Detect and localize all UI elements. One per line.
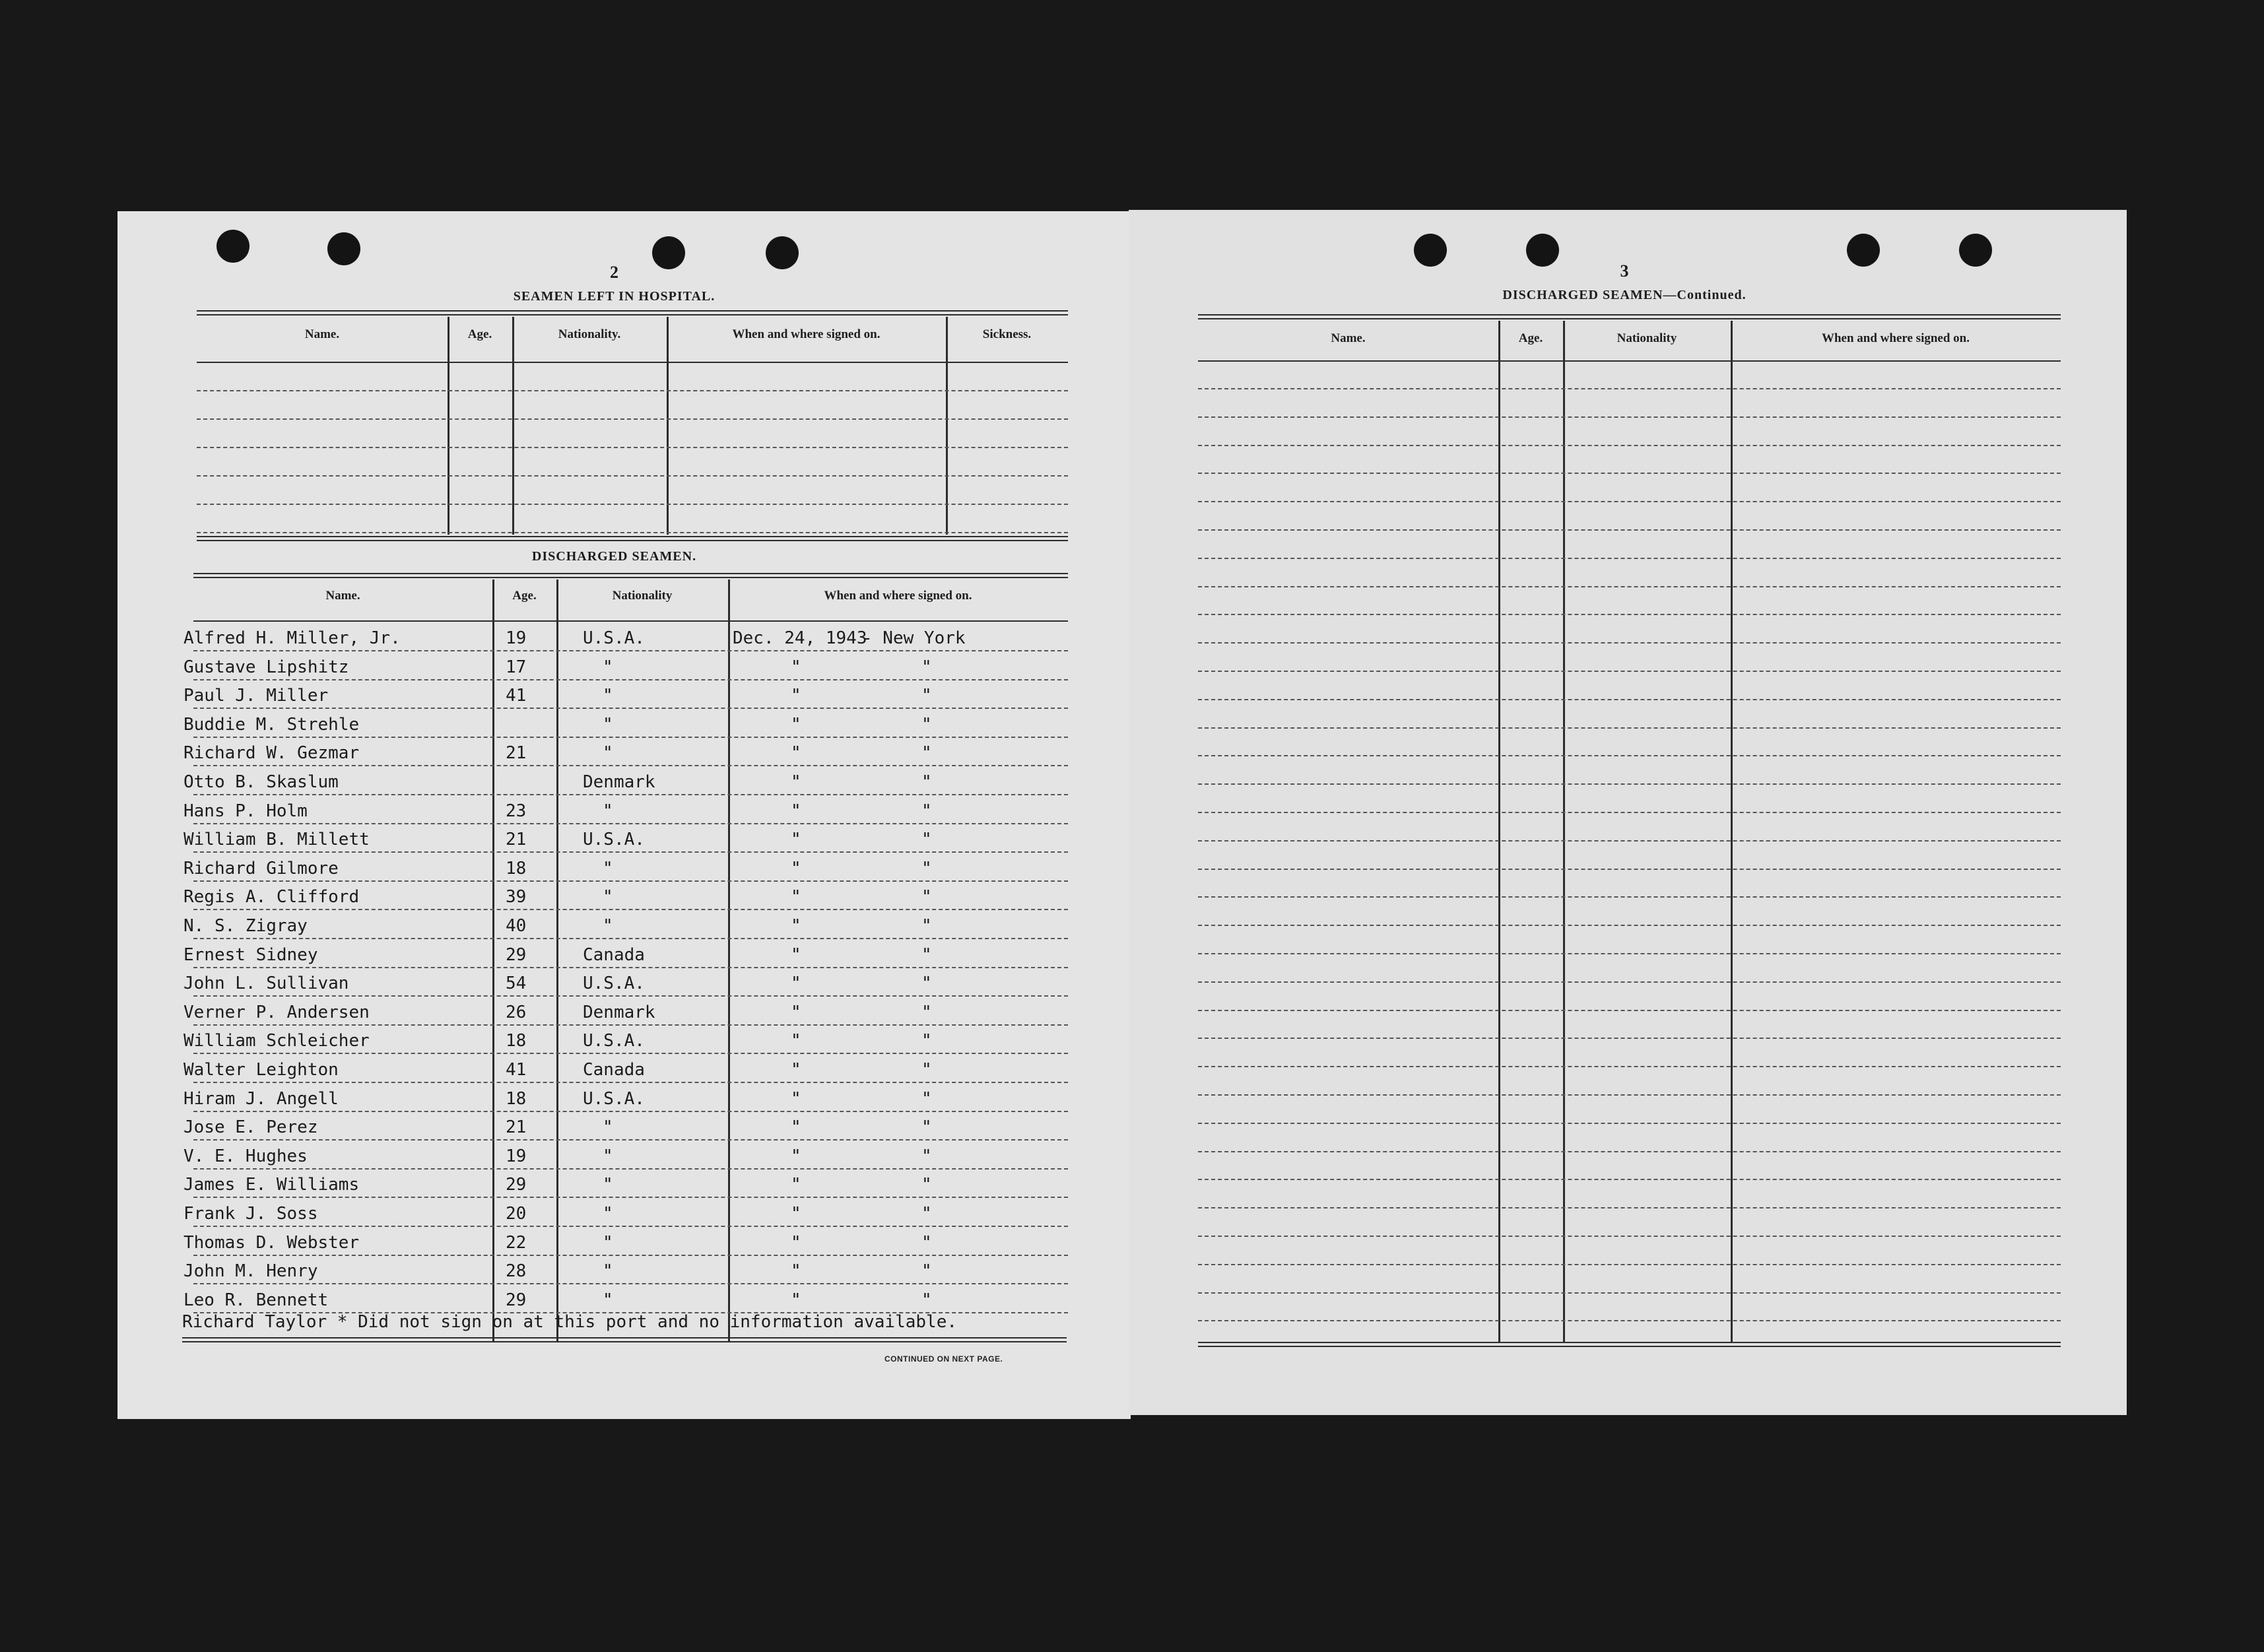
seaman-nationality: U.S.A. xyxy=(583,1088,645,1109)
column-header: Nationality xyxy=(612,589,673,603)
column-divider xyxy=(728,579,730,1342)
ruled-line xyxy=(1198,1264,2061,1265)
column-header: When and where signed on. xyxy=(1821,331,1970,345)
signed-on-date: " xyxy=(791,830,801,850)
ruled-line xyxy=(197,504,1068,505)
signed-on-place: " xyxy=(921,743,932,764)
column-header: Name. xyxy=(1331,331,1366,345)
signed-on-place: " xyxy=(921,916,932,936)
seaman-age: 23 xyxy=(506,801,527,821)
rule xyxy=(197,540,1068,541)
ruled-line xyxy=(1198,1320,2061,1321)
signed-on-place: " xyxy=(921,1146,932,1166)
footnote: Richard Taylor * Did not sign on at this port and no information available. xyxy=(182,1312,957,1332)
signed-on-place: " xyxy=(921,801,932,821)
seaman-age: 19 xyxy=(506,628,527,648)
ruled-line xyxy=(197,447,1068,448)
seaman-name: Hans P. Holm xyxy=(183,801,308,821)
seaman-nationality: " xyxy=(603,1290,613,1310)
seaman-age: 21 xyxy=(506,1117,527,1138)
seaman-age: 21 xyxy=(506,743,527,764)
seaman-name: Paul J. Miller xyxy=(183,686,329,706)
seaman-name: Jose E. Perez xyxy=(183,1117,318,1138)
rule xyxy=(197,536,1068,537)
continued-section-title: DISCHARGED SEAMEN—Continued. xyxy=(1502,288,1747,302)
ruled-line xyxy=(1198,642,2061,644)
seaman-age: 29 xyxy=(506,1290,527,1310)
column-header: Sickness. xyxy=(982,327,1032,341)
ruled-line xyxy=(1198,869,2061,870)
ruled-line xyxy=(193,1111,1068,1112)
rule xyxy=(193,573,1068,574)
ruled-line xyxy=(193,650,1068,651)
seaman-age: 54 xyxy=(506,974,527,994)
ruled-line xyxy=(197,390,1068,391)
ruled-line xyxy=(1198,981,2061,983)
binder-hole xyxy=(216,230,250,263)
binder-hole xyxy=(327,232,360,265)
signed-on-date: " xyxy=(791,1088,801,1109)
signed-on-date: " xyxy=(791,1031,801,1051)
ruled-line xyxy=(193,1024,1068,1026)
column-divider xyxy=(1563,321,1565,1342)
seaman-age: 17 xyxy=(506,657,527,677)
column-header: When and where signed on. xyxy=(824,589,972,603)
seaman-age: 18 xyxy=(506,1088,527,1109)
signed-on-place: " xyxy=(921,714,932,735)
seaman-age: 20 xyxy=(506,1204,527,1224)
rule xyxy=(197,310,1068,312)
ruled-line xyxy=(197,418,1068,420)
signed-on-date: " xyxy=(791,1204,801,1224)
seaman-nationality: U.S.A. xyxy=(583,830,645,850)
rule xyxy=(1198,314,2061,315)
column-divider xyxy=(448,317,449,535)
seaman-age: 41 xyxy=(506,1060,527,1080)
signed-on-date: " xyxy=(791,858,801,878)
column-header: Age. xyxy=(1518,331,1543,345)
signed-on-date: " xyxy=(791,1146,801,1166)
ruled-line xyxy=(1198,1236,2061,1237)
ruled-line xyxy=(1198,558,2061,559)
seaman-name: Regis A. Clifford xyxy=(183,887,360,908)
ruled-line xyxy=(1198,586,2061,587)
signed-on-date: " xyxy=(791,1117,801,1138)
seaman-nationality: " xyxy=(603,1232,613,1253)
seaman-name: John M. Henry xyxy=(183,1261,318,1282)
rule xyxy=(197,362,1068,363)
seaman-name: Leo R. Bennett xyxy=(183,1290,329,1310)
signed-on-date: " xyxy=(791,1002,801,1022)
seaman-name: N. S. Zigray xyxy=(183,916,308,936)
rule xyxy=(197,314,1068,315)
seaman-age: 28 xyxy=(506,1261,527,1282)
column-divider xyxy=(512,317,514,535)
signed-on-date: " xyxy=(791,743,801,764)
signed-on-date: " xyxy=(791,801,801,821)
signed-on-place: " xyxy=(921,657,932,677)
seaman-nationality: U.S.A. xyxy=(583,628,645,648)
ruled-line xyxy=(193,794,1068,795)
ruled-line xyxy=(193,909,1068,910)
ruled-line xyxy=(193,1053,1068,1054)
ruled-line xyxy=(1198,840,2061,842)
column-divider xyxy=(1731,321,1733,1342)
rule xyxy=(1198,1342,2061,1343)
ruled-line xyxy=(1198,1292,2061,1294)
rule xyxy=(182,1341,1067,1342)
column-header: Nationality. xyxy=(558,327,621,341)
ruled-line xyxy=(1198,388,2061,389)
ruled-line xyxy=(1198,953,2061,954)
ruled-line xyxy=(193,1168,1068,1170)
seaman-nationality: " xyxy=(603,916,613,936)
seaman-age: 39 xyxy=(506,887,527,908)
seaman-nationality: " xyxy=(603,686,613,706)
seaman-name: James E. Williams xyxy=(183,1175,360,1195)
signed-on-date: " xyxy=(791,1175,801,1195)
ruled-line xyxy=(1198,1151,2061,1152)
seaman-age: 26 xyxy=(506,1002,527,1022)
signed-on-place: - New York xyxy=(862,628,966,648)
signed-on-place: " xyxy=(921,887,932,908)
ruled-line xyxy=(1198,727,2061,729)
seaman-name: William B. Millett xyxy=(183,830,370,850)
seaman-nationality: Canada xyxy=(583,1060,645,1080)
seaman-age: 22 xyxy=(506,1232,527,1253)
ruled-line xyxy=(193,765,1068,766)
seaman-age: 41 xyxy=(506,686,527,706)
seaman-name: Walter Leighton xyxy=(183,1060,339,1080)
seaman-age: 21 xyxy=(506,830,527,850)
ruled-line xyxy=(1198,1094,2061,1096)
column-divider xyxy=(667,317,669,535)
seaman-name: Alfred H. Miller, Jr. xyxy=(183,628,401,648)
ruled-line xyxy=(1198,1123,2061,1124)
seaman-age: 29 xyxy=(506,1175,527,1195)
signed-on-place: " xyxy=(921,1204,932,1224)
hospital-section-title: SEAMEN LEFT IN HOSPITAL. xyxy=(513,289,716,304)
ruled-line xyxy=(193,1283,1068,1284)
column-header: Age. xyxy=(467,327,492,341)
ruled-line xyxy=(1198,529,2061,531)
continued-note: CONTINUED ON NEXT PAGE. xyxy=(884,1354,1003,1364)
ruled-line xyxy=(1198,783,2061,785)
seaman-nationality: " xyxy=(603,1175,613,1195)
ruled-line xyxy=(1198,614,2061,615)
signed-on-place: " xyxy=(921,974,932,994)
ruled-line xyxy=(197,475,1068,477)
ruled-line xyxy=(1198,925,2061,926)
ruled-line xyxy=(1198,755,2061,756)
signed-on-date: " xyxy=(791,1060,801,1080)
ruled-line xyxy=(193,737,1068,738)
seaman-nationality: Denmark xyxy=(583,1002,655,1022)
seaman-name: Richard Gilmore xyxy=(183,858,339,878)
signed-on-place: " xyxy=(921,1290,932,1310)
seaman-nationality: Canada xyxy=(583,944,645,965)
signed-on-place: " xyxy=(921,1031,932,1051)
seaman-nationality: Denmark xyxy=(583,772,655,792)
seaman-nationality: " xyxy=(603,1261,613,1282)
ruled-line xyxy=(193,1197,1068,1198)
signed-on-place: " xyxy=(921,1088,932,1109)
seaman-nationality: " xyxy=(603,1146,613,1166)
signed-on-place: " xyxy=(921,1117,932,1138)
seaman-nationality: " xyxy=(603,714,613,735)
seaman-name: John L. Sullivan xyxy=(183,974,349,994)
signed-on-place: " xyxy=(921,1232,932,1253)
ruled-line xyxy=(193,967,1068,968)
seaman-nationality: " xyxy=(603,887,613,908)
ruled-line xyxy=(1198,671,2061,672)
column-divider xyxy=(946,317,948,535)
seaman-name: Buddie M. Strehle xyxy=(183,714,360,735)
ruled-line xyxy=(1198,501,2061,502)
rule xyxy=(1198,360,2061,362)
ruled-line xyxy=(1198,896,2061,898)
signed-on-date: " xyxy=(791,1261,801,1282)
ruled-line xyxy=(1198,699,2061,700)
ruled-line xyxy=(193,995,1068,997)
column-header: Name. xyxy=(304,327,340,341)
signed-on-date: " xyxy=(791,944,801,965)
signed-on-place: " xyxy=(921,944,932,965)
rule xyxy=(193,620,1068,622)
signed-on-date: " xyxy=(791,974,801,994)
column-divider xyxy=(1498,321,1500,1342)
ruled-line xyxy=(193,880,1068,882)
seaman-nationality: U.S.A. xyxy=(583,1031,645,1051)
signed-on-date: " xyxy=(791,686,801,706)
seaman-nationality: " xyxy=(603,743,613,764)
signed-on-place: " xyxy=(921,1175,932,1195)
ruled-line xyxy=(193,823,1068,824)
ruled-line xyxy=(193,851,1068,853)
signed-on-place: " xyxy=(921,858,932,878)
seaman-nationality: " xyxy=(603,801,613,821)
seaman-nationality: " xyxy=(603,657,613,677)
right-page xyxy=(1129,210,2127,1415)
ruled-line xyxy=(1198,1179,2061,1180)
ruled-line xyxy=(193,1139,1068,1140)
ruled-line xyxy=(193,1226,1068,1227)
signed-on-place: " xyxy=(921,830,932,850)
seaman-name: Verner P. Andersen xyxy=(183,1002,370,1022)
ruled-line xyxy=(193,938,1068,939)
seaman-name: Hiram J. Angell xyxy=(183,1088,339,1109)
seaman-age: 18 xyxy=(506,858,527,878)
rule xyxy=(1198,318,2061,319)
page-number: 2 xyxy=(610,263,618,282)
ruled-line xyxy=(1198,1038,2061,1039)
discharged-section-title: DISCHARGED SEAMEN. xyxy=(531,549,697,564)
ruled-line xyxy=(193,708,1068,709)
ruled-line xyxy=(1198,1010,2061,1011)
signed-on-place: " xyxy=(921,1261,932,1282)
seaman-name: Richard W. Gezmar xyxy=(183,743,360,764)
signed-on-date: " xyxy=(791,916,801,936)
ruled-line xyxy=(1198,812,2061,813)
ruled-line xyxy=(1198,416,2061,418)
ruled-line xyxy=(1198,1207,2061,1208)
ruled-line xyxy=(1198,445,2061,446)
signed-on-date: " xyxy=(791,1232,801,1253)
ruled-line xyxy=(193,679,1068,680)
seaman-name: William Schleicher xyxy=(183,1031,370,1051)
seaman-name: Ernest Sidney xyxy=(183,944,318,965)
ruled-line xyxy=(193,1082,1068,1083)
column-divider xyxy=(556,579,558,1342)
seaman-nationality: " xyxy=(603,1204,613,1224)
rule xyxy=(1198,1346,2061,1347)
rule xyxy=(193,577,1068,578)
seaman-nationality: " xyxy=(603,1117,613,1138)
signed-on-date: " xyxy=(791,772,801,792)
rule xyxy=(182,1337,1067,1338)
ruled-line xyxy=(1198,1066,2061,1067)
signed-on-place: " xyxy=(921,686,932,706)
seaman-name: Frank J. Soss xyxy=(183,1204,318,1224)
signed-on-date: " xyxy=(791,1290,801,1310)
seaman-name: Gustave Lipshitz xyxy=(183,657,349,677)
left-page xyxy=(117,211,1131,1419)
signed-on-date: " xyxy=(791,714,801,735)
signed-on-place: " xyxy=(921,1002,932,1022)
signed-on-date: " xyxy=(791,887,801,908)
signed-on-place: " xyxy=(921,772,932,792)
seaman-age: 18 xyxy=(506,1031,527,1051)
seaman-age: 40 xyxy=(506,916,527,936)
ruled-line xyxy=(197,532,1068,533)
seaman-nationality: " xyxy=(603,858,613,878)
page-number: 3 xyxy=(1620,261,1629,281)
seaman-age: 19 xyxy=(506,1146,527,1166)
column-divider xyxy=(492,579,494,1342)
column-header: When and where signed on. xyxy=(732,327,881,341)
ruled-line xyxy=(1198,473,2061,474)
seaman-nationality: U.S.A. xyxy=(583,974,645,994)
signed-on-date: " xyxy=(791,657,801,677)
column-header: Name. xyxy=(325,589,360,603)
seaman-name: Thomas D. Webster xyxy=(183,1232,360,1253)
ruled-line xyxy=(193,1255,1068,1256)
seaman-name: V. E. Hughes xyxy=(183,1146,308,1166)
column-header: Age. xyxy=(512,589,537,603)
signed-on-place: " xyxy=(921,1060,932,1080)
column-header: Nationality xyxy=(1616,331,1677,345)
seaman-age: 29 xyxy=(506,944,527,965)
seaman-name: Otto B. Skaslum xyxy=(183,772,339,792)
signed-on-date: Dec. 24, 1943 xyxy=(733,628,867,648)
